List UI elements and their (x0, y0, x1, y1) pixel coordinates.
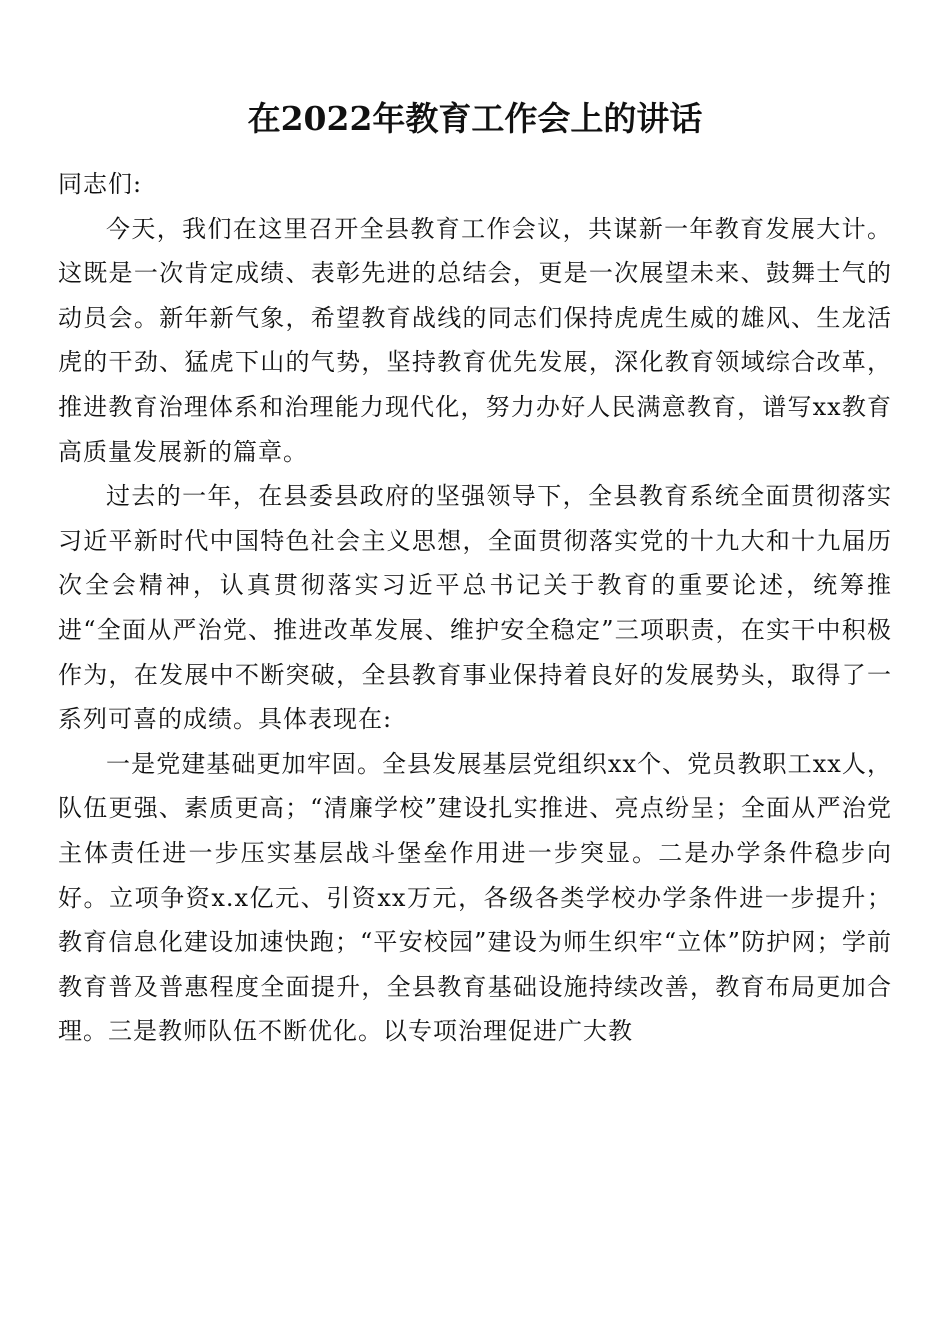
paragraph-past-year: 过去的一年，在县委县政府的坚强领导下，全县教育系统全面贯彻落实习近平新时代中国特色社会主义思想，全面贯彻落实党的十九大和十九届历次全会精神，认真贯彻落实习近平总书记关于教育的重要论述，统筹推进“全面从严治党、推进改革发展、维护安全稳定”三项职责，在实干中积极作为，在发展中不断突破，全县教育事业保持着良好的发展势头，取得了一系列可喜的成绩。具体表现在: (58, 482, 892, 734)
document-title: 在2022年教育工作会上的讲话 (247, 99, 703, 138)
document-body (58, 162, 892, 1054)
salutation: 同志们: (58, 170, 143, 198)
paragraph-achievements: 一是党建基础更加牢固。全县发展基层党组织xx个、党员教职工xx人，队伍更强、素质更高；“清廉学校”建设扎实推进、亮点纷呈；全面从严治党主体责任进一步压实基层战斗堡垒作用进一步突显。二是办学条件稳步向好。立项争资x.x亿元、引资xx万元，各级各类学校办学条件进一步提升；教育信息化建设加速快跑；“平安校园”建设为师生织牢“立体”防护网；学前教育普及普惠程度全面提升，全县教育基础设施持续改善，教育布局更加合理。三是教师队伍不断优化。以专项治理促进广大教 (58, 749, 892, 1046)
document-page (58, 0, 892, 1344)
paragraph-opening: 今天，我们在这里召开全县教育工作会议，共谋新一年教育发展大计。这既是一次肯定成绩、表彰先进的总结会，更是一次展望未来、鼓舞士气的动员会。新年新气象，希望教育战线的同志们保持虎虎生威的雄风、生龙活虎的干劲、猛虎下山的气势，坚持教育优先发展，深化教育领域综合改革，推进教育治理体系和治理能力现代化，努力办好人民满意教育，谱写xx教育高质量发展新的篇章。 (58, 214, 892, 466)
